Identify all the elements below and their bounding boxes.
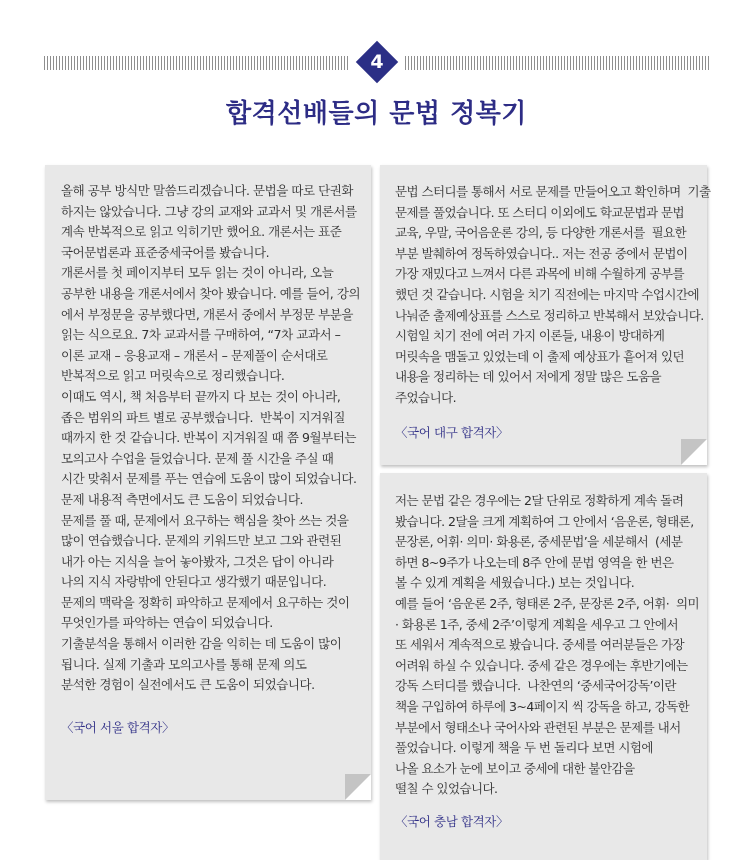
section-number: 4 xyxy=(370,51,384,73)
page-curl-corner xyxy=(681,439,707,465)
hatch-left-divider xyxy=(44,56,348,70)
section-number-badge xyxy=(355,40,399,84)
testimonial-text: 저는 문법 같은 경우에는 2달 단위로 정확하게 계속 돌려 봤습니다. 2달을 크게 계획하여 그 안에서 ‘음운론, 형태론, 문장론, 어휘· 의미· 화용론, 중세문법’을 세분해서 (세분 하면 8~9주가 나오는데 8주 안에 문법 영역을 한 번은 볼 수 있게 계획을 세웠습니다.) 보는 것입니다. 예를 들어 ‘음운론 2주, 형태론 2주, 문장론 2주, 어휘· 의미 · 화용론 1주, 중세 2주’이렇게 계획을 세우고 그 안에서 또 세워서 계속적으로 봤습니다. 중세를 여러분들은 가장 어려워 하실 수 있습니다. 중세 같은 경우에는 후반기에는 강독 스터디를 했습니다. 나찬연의 ‘중세국어강독’이란 책을 구입하여 하루에 3~4페이지 씩 강독을 하고, 강독한 부분에서 형태소나 국어사와 관련된 부분은 문제를 내서 풀었습니다. 이렇게 책을 두 번 돌리다 보면 시험에 나올 요소가 눈에 보이고 중세에 대한 불안감을 떨칠 수 있었습니다. xyxy=(395,493,700,797)
page-title: 합격선배들의 문법 정복기 xyxy=(226,99,527,129)
testimonial-credit: 〈국어 충남 합격자〉 xyxy=(395,813,509,829)
testimonial-text: 올해 공부 방식만 말씀드리겠습니다. 문법을 따로 단권화 하지는 않았습니다. 그냥 강의 교재와 교과서 및 개론서를 계속 반복적으로 읽고 익히기만 했어요. 개론서는 표준 국어문법론과 표준중세국어를 봤습니다. 개론서를 첫 페이지부터 모두 읽는 것이 아니라, 오늘 공부한 내용을 개론서에서 찾아 봤습니다. 예를 들어, 강의 에서 부정문을 공부했다면, 개론서 중에서 부정문 부분을 읽는 식으로요. 7차 교과서를 구매하여, “7차 교과서 – 이론 교재 – 응용교재 – 개론서 – 문제풀이 순서대로 반복적으로 읽고 머릿속으로 정리했습니다. 이때도 역시, 책 처음부터 끝까지 다 보는 것이 아니라, 좁은 범위의 파트 별로 공부했습니다. 반복이 지겨워질 때까지 한 것 같습니다. 반복이 지겨워질 때 쯤 9월부터는 모의고사 수업을 들었습니다. 문제 풀 시간을 주실 때 시간 맞춰서 문제를 푸는 연습에 도움이 많이 되었습니다. 문제 내용적 측면에서도 큰 도움이 되었습니다. 문제를 풀 때, 문제에서 요구하는 핵심을 찾아 쓰는 것을 많이 연습했습니다. 문제의 키워드만 보고 그와 관련된 내가 아는 지식을 늘어 놓아봤자, 그것은 답이 아니라 나의 지식 자랑밖에 안된다고 생각했기 때문입니다. 문제의 맥락을 정확히 파악하고 문제에서 요구하는 것이 무엇인가를 파악하는 연습이 되었습니다. 기출분석을 통해서 이러한 감을 익히는 데 도움이 많이 됩니다. 실제 기출과 모의고사를 통해 문제 의도 분석한 경험이 실전에서도 큰 도움이 되었습니다. xyxy=(61,183,361,693)
testimonial-credit: 〈국어 서울 합격자〉 xyxy=(61,719,175,735)
testimonial-card-daegu xyxy=(380,165,711,465)
testimonial-card-seoul xyxy=(45,165,371,800)
testimonial-credit: 〈국어 대구 합격자〉 xyxy=(395,424,509,440)
page-curl-corner xyxy=(345,774,371,800)
hatch-right-divider xyxy=(405,56,709,70)
testimonial-card-chungnam xyxy=(380,473,707,860)
testimonial-text: 문법 스터디를 통해서 서로 문제를 만들어오고 확인하며 기출 문제를 풀었습니다. 또 스터디 이외에도 학교문법과 문법 교육, 우말, 국어음운론 강의, 등 다양한 개론서를 필요한 부분 발췌하여 정독하였습니다.. 저는 전공 중에서 문법이 가장 재밌다고 느껴서 다른 과목에 비해 수월하게 공부를 했던 것 같습니다. 시험을 치기 직전에는 마지막 수업시간에 나눠준 출제예상표를 스스로 정리하고 반복해서 보았습니다. 시험일 치기 전에 여러 가지 이론들, 내용이 방대하게 머릿속을 맴돌고 있었는데 이 출제 예상표가 흩어져 있던 내용을 정리하는 데 있어서 저에게 정말 많은 도움을 주었습니다. xyxy=(395,184,711,405)
